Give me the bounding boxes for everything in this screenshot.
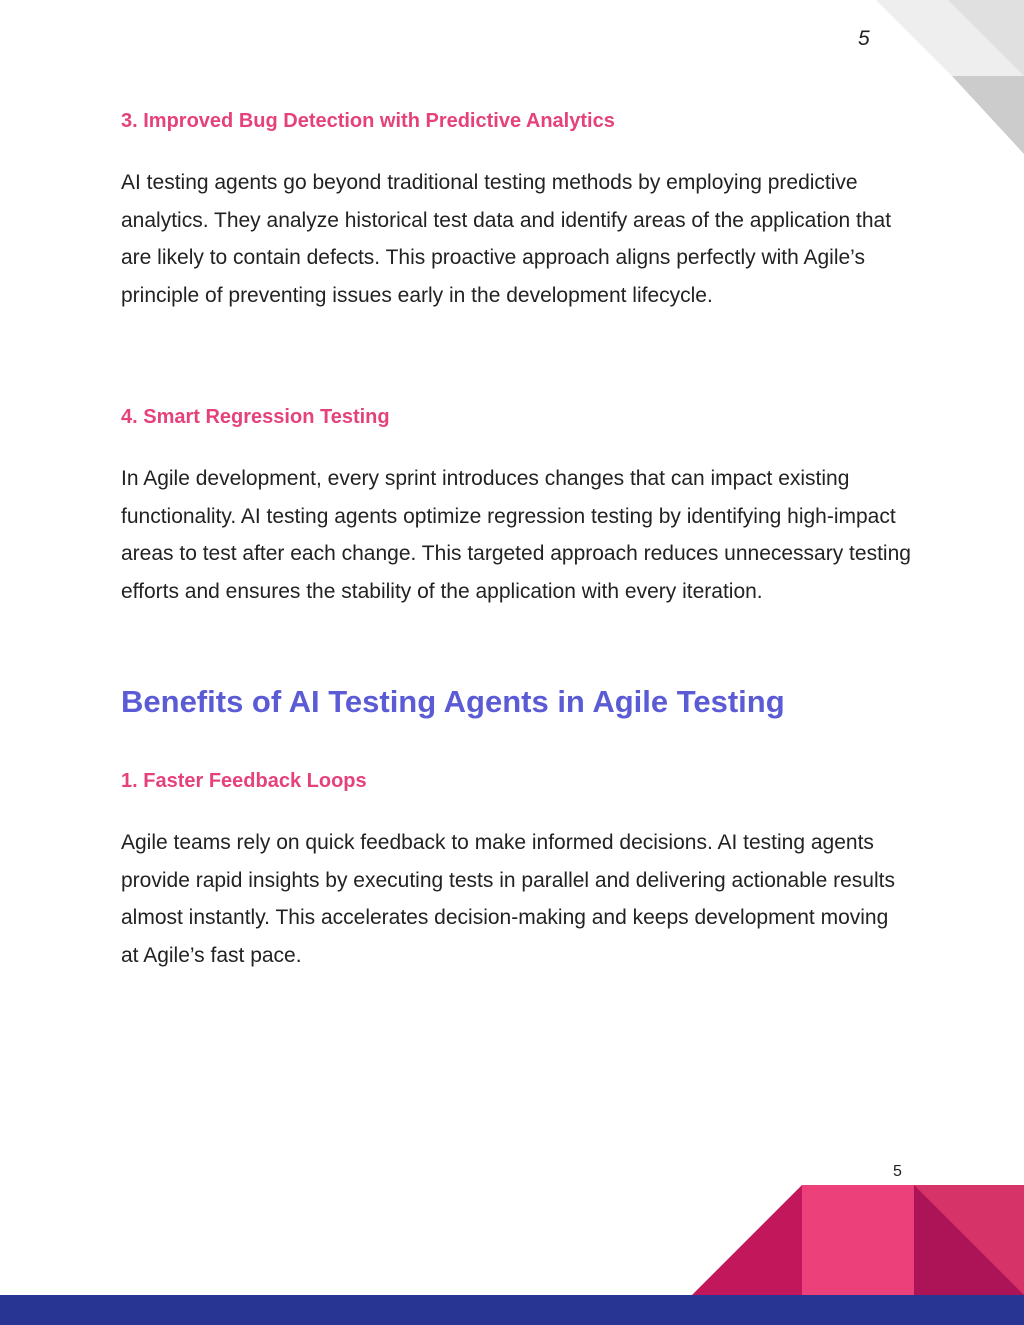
- footer-bar: [0, 1295, 1024, 1325]
- corner-decoration-top: [864, 0, 1024, 160]
- heading-benefits: Benefits of AI Testing Agents in Agile Testing: [121, 684, 785, 719]
- heading-improved-bug-detection: 3. Improved Bug Detection with Predictive Analytics: [121, 110, 615, 132]
- page-number-bottom: 5: [893, 1163, 902, 1180]
- paragraph-smart-regression-testing: In Agile development, every sprint introduces changes that can impact existing functionality. AI testing agents optimize regression testing by identifying high-impact areas to test after each change. This targeted approach reduces unnecessary testing efforts and ensures the stability of the application with every iteration.: [121, 467, 911, 603]
- corner-decoration-bottom: [690, 1185, 1024, 1295]
- paragraph-improved-bug-detection: AI testing agents go beyond traditional testing methods by employing predictive analytics. They analyze historical test data and identify areas of the application that are likely to contain defects. This proactive approach aligns perfectly with Agile’s principle of preventing issues early in the development lifecycle.: [121, 171, 892, 307]
- paragraph-faster-feedback-loops: Agile teams rely on quick feedback to make informed decisions. AI testing agents provide rapid insights by executing tests in parallel and delivering actionable results almost instantly. This accelerates decision-making and keeps development moving at Agile’s fast pace.: [121, 831, 895, 967]
- heading-smart-regression-testing: 4. Smart Regression Testing: [121, 406, 390, 428]
- page-number-top: 5: [858, 27, 870, 50]
- heading-faster-feedback-loops: 1. Faster Feedback Loops: [121, 770, 367, 792]
